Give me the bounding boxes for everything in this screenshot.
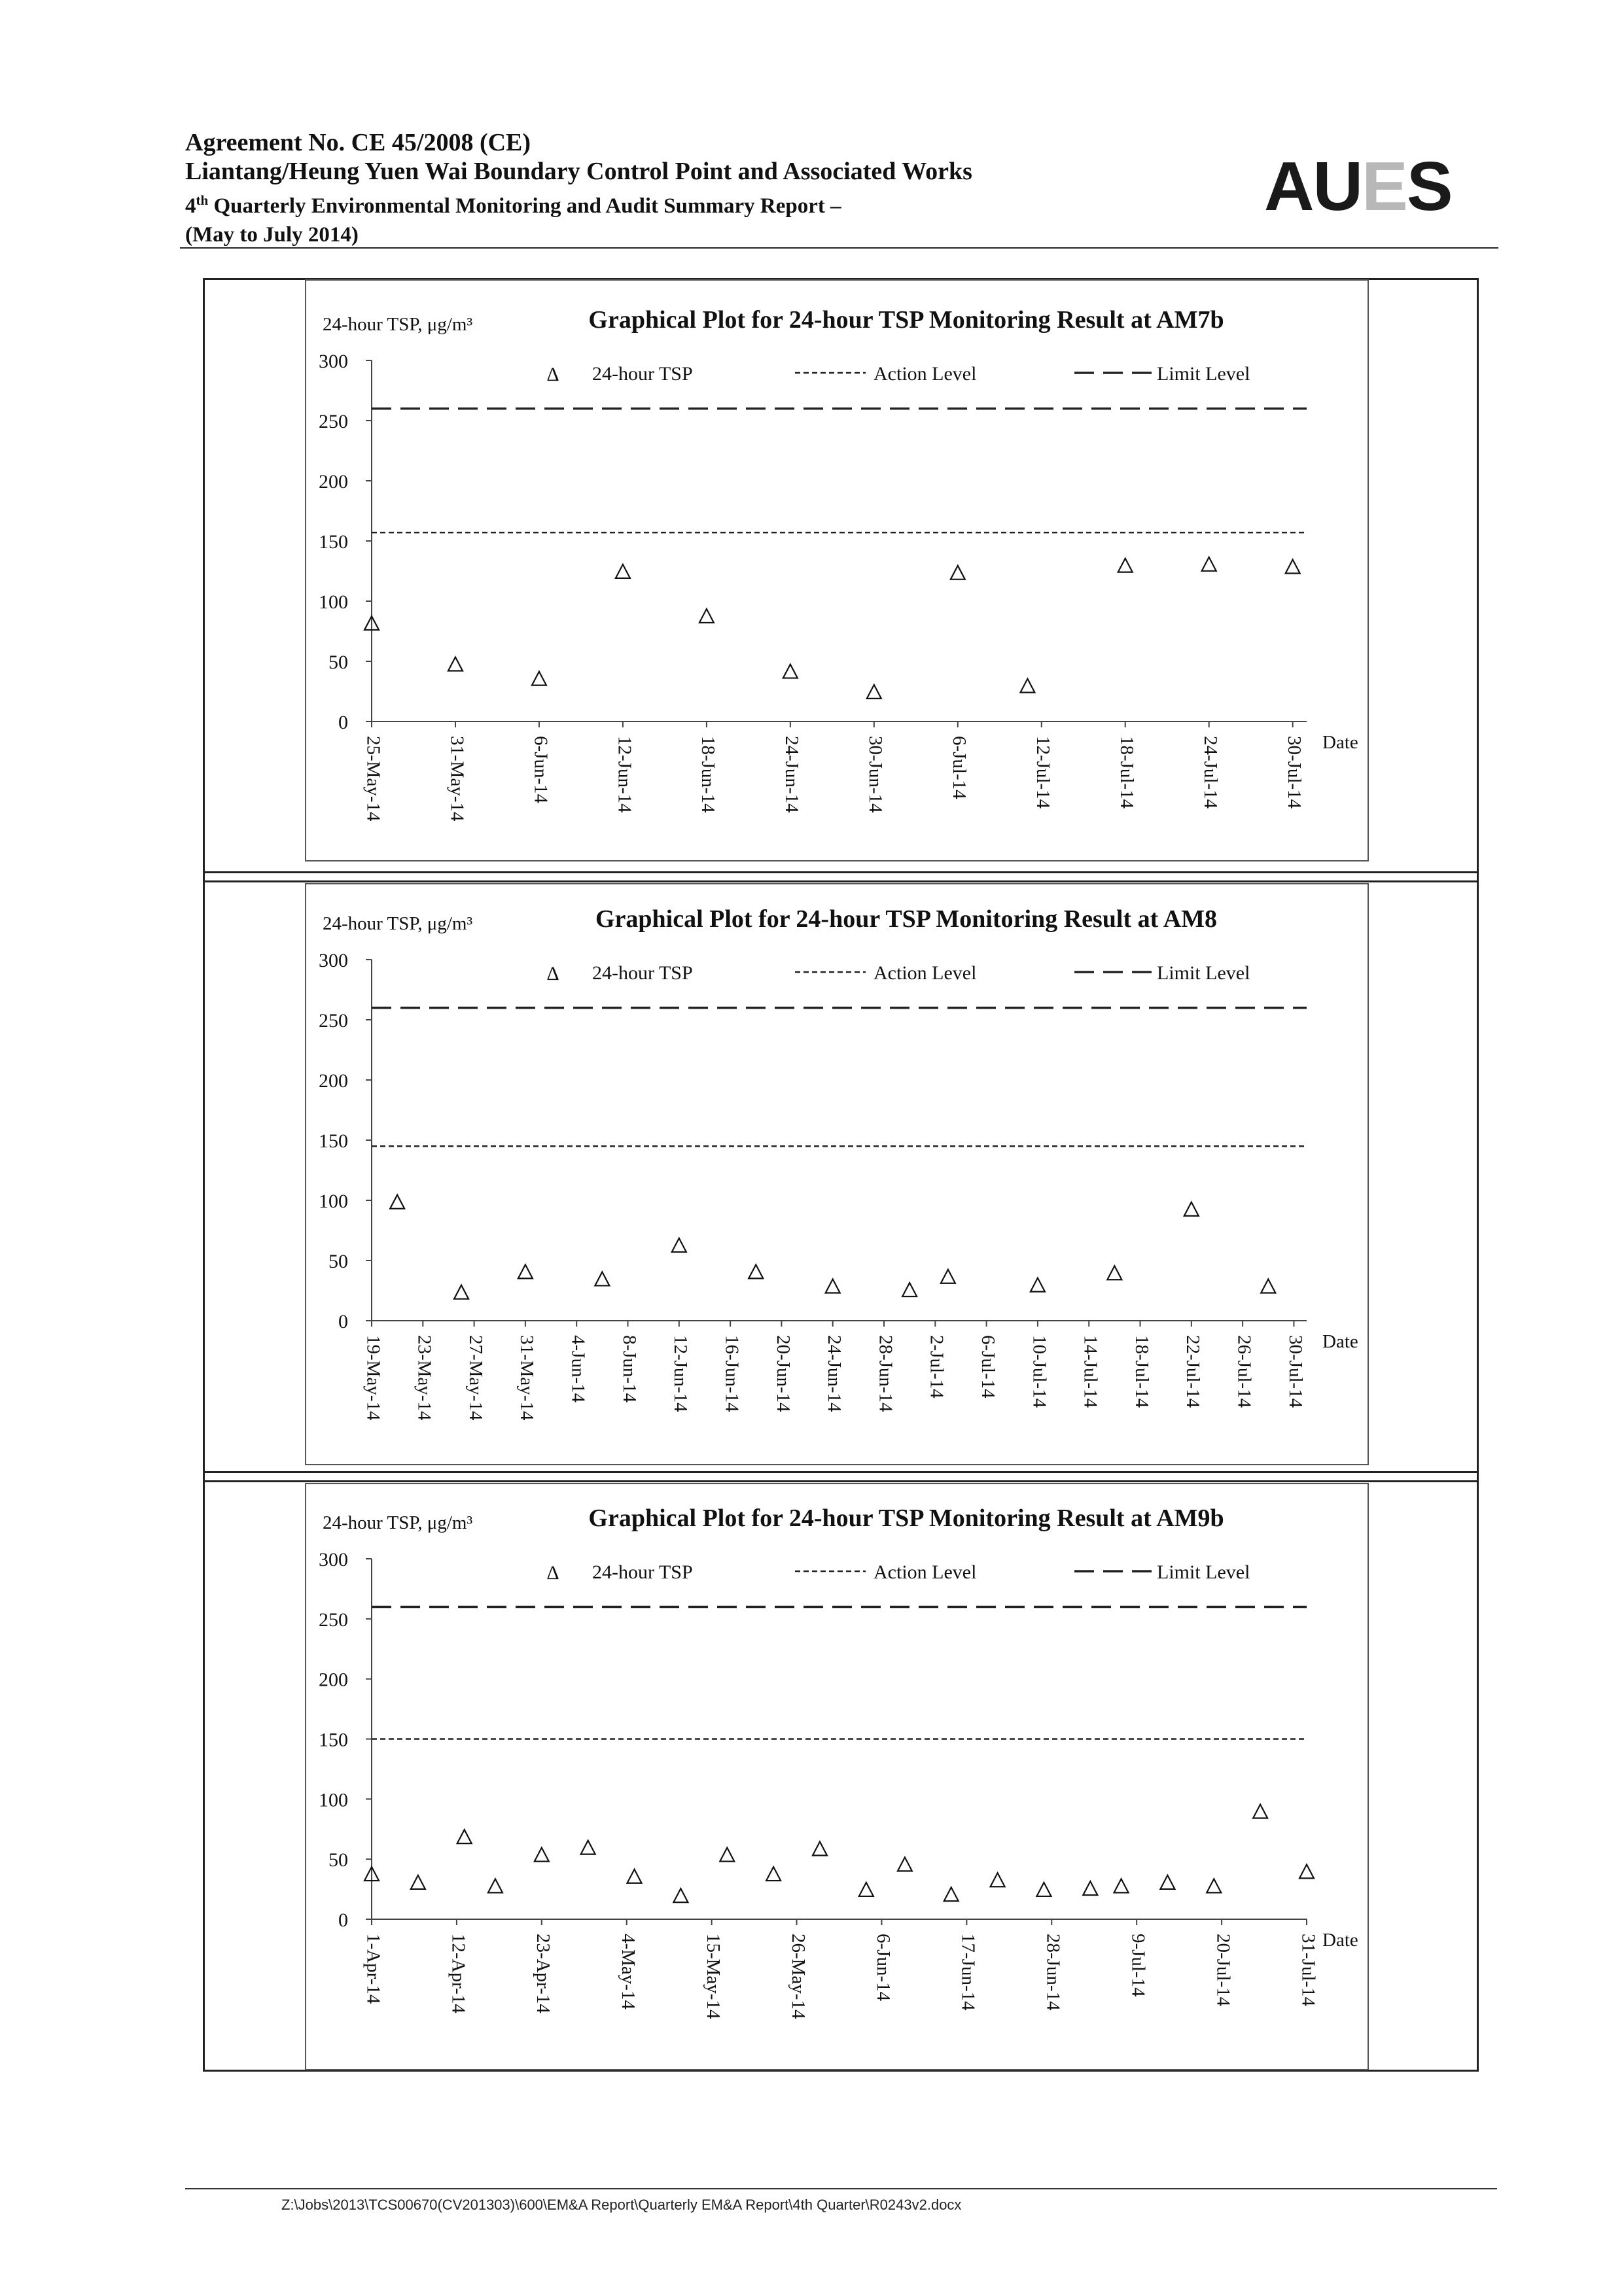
chart3-y-label: 24-hour TSP, μg/m³ <box>323 1512 473 1533</box>
chart2-data-point <box>1107 1266 1121 1279</box>
chart2-x-tick-label: 4-Jun-14 <box>567 1335 589 1403</box>
chart1-y-tick-label: 200 <box>319 471 348 493</box>
chart2-x-tick-label: 16-Jun-14 <box>721 1335 743 1412</box>
chart3-x-tick-label: 20-Jul-14 <box>1212 1934 1234 2007</box>
chart1-data-point <box>951 566 965 580</box>
chart2-y-tick-label: 100 <box>319 1191 348 1212</box>
chart1-x-tick-label: 18-Jul-14 <box>1116 736 1138 809</box>
chart2-legend-action: Action Level <box>874 962 977 984</box>
chart1-legend-tsp: 24-hour TSP <box>592 363 693 385</box>
chart1-y-tick-label: 50 <box>328 652 348 673</box>
chart1-data-point <box>532 672 546 686</box>
chart2-x-tick-label: 10-Jul-14 <box>1029 1335 1050 1408</box>
chart2-y-label: 24-hour TSP, μg/m³ <box>323 913 473 934</box>
chart3-data-point <box>1299 1864 1314 1878</box>
chart3-legend-marker: Δ <box>546 1562 559 1584</box>
chart1-x-tick-label: 25-May-14 <box>362 736 384 822</box>
chart2-data-point <box>518 1264 533 1278</box>
chart3-data-point <box>813 1841 827 1855</box>
chart3-x-label: Date <box>1322 1930 1358 1951</box>
footer-file-path: Z:\Jobs\2013\TCS00670(CV201303)\600\EM&A Report\Quarterly EM&A Report\4th Quarter\R0243v2.docx <box>281 2197 962 2213</box>
chart2-x-tick-label: 31-May-14 <box>516 1335 538 1421</box>
chart2-data-point <box>902 1283 917 1296</box>
chart2-x-tick-label: 22-Jul-14 <box>1182 1335 1204 1408</box>
chart1-y-tick-label: 300 <box>319 351 348 372</box>
chart3-data-point <box>535 1848 549 1862</box>
chart3-data-point <box>488 1879 503 1892</box>
chart1-x-tick-label: 30-Jun-14 <box>865 736 887 813</box>
chart2-legend-tsp: 24-hour TSP <box>592 962 693 984</box>
chart1-legend-marker: Δ <box>546 364 559 385</box>
logo-part-e: E <box>1362 148 1407 225</box>
chart3-x-tick-label: 15-May-14 <box>702 1934 724 2019</box>
chart1-x-tick-label: 31-May-14 <box>446 736 468 822</box>
chart1-data-point <box>699 609 714 623</box>
chart2-x-tick-label: 18-Jul-14 <box>1131 1335 1152 1408</box>
chart3-data-point <box>457 1830 472 1843</box>
chart2-data-point <box>390 1195 404 1209</box>
chart3-data-point <box>898 1857 912 1871</box>
project-title: Liantang/Heung Yuen Wai Boundary Control Point and Associated Works <box>185 158 972 185</box>
chart3-y-tick-label: 50 <box>328 1849 348 1871</box>
chart2-legend-limit: Limit Level <box>1157 962 1250 984</box>
chart2-data-point <box>749 1264 763 1278</box>
chart3-x-tick-label: 26-May-14 <box>787 1934 809 2019</box>
chart1-x-label: Date <box>1322 732 1358 753</box>
logo-part-au: AU <box>1264 148 1362 225</box>
chart2-data-point <box>1184 1202 1199 1216</box>
chart3-data-point <box>1036 1883 1051 1896</box>
chart3-x-tick-label: 6-Jun-14 <box>872 1934 894 2002</box>
chart1-data-point <box>1118 559 1133 572</box>
chart3-data-point <box>1160 1875 1174 1889</box>
chart1-x-tick-label: 30-Jul-14 <box>1284 736 1305 809</box>
chart2-y-tick-label: 0 <box>338 1311 348 1332</box>
chart3-data-point <box>859 1883 874 1896</box>
logo-part-s: S <box>1406 148 1452 225</box>
chart1-x-tick-label: 24-Jul-14 <box>1200 736 1222 809</box>
chart2-x-tick-label: 30-Jul-14 <box>1284 1335 1306 1408</box>
chart3-y-tick-label: 300 <box>319 1549 348 1571</box>
chart3-data-point <box>581 1841 595 1854</box>
chart1-y-tick-label: 150 <box>319 531 348 553</box>
chart3-x-tick-label: 4-May-14 <box>618 1934 639 2009</box>
chart2-legend-marker: Δ <box>546 963 559 984</box>
report-title-rest: Quarterly Environmental Monitoring and Audit Summary Report – <box>208 194 841 218</box>
chart1-x-tick-label: 24-Jun-14 <box>781 736 803 813</box>
chart1-data-point <box>783 665 798 678</box>
chart2-x-tick-label: 19-May-14 <box>362 1335 384 1421</box>
chart3-x-tick-label: 31-Jul-14 <box>1297 1934 1319 2007</box>
chart2-y-tick-label: 200 <box>319 1070 348 1092</box>
chart2-data-point <box>826 1279 840 1293</box>
chart3-data-point <box>1207 1879 1221 1892</box>
footer-rule <box>185 2188 1497 2189</box>
chart1-data-point <box>1202 557 1216 571</box>
chart2-x-tick-label: 6-Jul-14 <box>977 1335 998 1399</box>
chart1-data-point <box>616 565 630 578</box>
agreement-number: Agreement No. CE 45/2008 (CE) <box>185 129 531 156</box>
chart1-data-point <box>867 685 881 699</box>
chart2-x-tick-label: 23-May-14 <box>414 1335 435 1421</box>
chart3-x-tick-label: 28-Jun-14 <box>1042 1934 1064 2011</box>
chart1-data-point <box>1286 559 1300 573</box>
chart1-title: Graphical Plot for 24-hour TSP Monitoring Result at AM7b <box>588 306 1224 334</box>
chart3-x-tick-label: 1-Apr-14 <box>362 1934 384 2004</box>
chart3-x-tick-label: 12-Apr-14 <box>448 1934 469 2013</box>
chart3-y-tick-label: 100 <box>319 1789 348 1811</box>
chart2-y-tick-label: 250 <box>319 1010 348 1032</box>
chart3-y-tick-label: 150 <box>319 1729 348 1751</box>
chart3-y-tick-label: 200 <box>319 1669 348 1691</box>
chart1-y-tick-label: 0 <box>338 712 348 733</box>
chart2-x-tick-label: 27-May-14 <box>465 1335 486 1421</box>
chart2-y-tick-label: 50 <box>328 1251 348 1272</box>
chart1-legend-action: Action Level <box>874 363 977 385</box>
quarter-number: 4 <box>185 194 196 218</box>
chart2-data-point <box>1261 1279 1275 1293</box>
chart2-x-tick-label: 2-Jul-14 <box>926 1335 947 1399</box>
chart2-x-tick-label: 24-Jun-14 <box>824 1335 845 1412</box>
chart2-y-tick-label: 150 <box>319 1130 348 1152</box>
chart3-legend-action: Action Level <box>874 1561 977 1583</box>
chart3-data-point <box>1083 1881 1097 1895</box>
chart1-x-tick-label: 6-Jun-14 <box>530 736 552 804</box>
chart1-data-point <box>448 657 463 671</box>
chart2-x-tick-label: 20-Jun-14 <box>772 1335 794 1412</box>
report-period: (May to July 2014) <box>185 223 359 247</box>
chart2-x-tick-label: 26-Jul-14 <box>1233 1335 1255 1408</box>
chart3-data-point <box>944 1887 959 1901</box>
chart3-y-tick-label: 250 <box>319 1609 348 1631</box>
chart3-data-point <box>673 1888 688 1902</box>
chart3-data-point <box>991 1873 1005 1887</box>
chart1-x-tick-label: 18-Jun-14 <box>697 736 719 813</box>
chart2-data-point <box>1031 1278 1045 1292</box>
chart2-x-label: Date <box>1322 1331 1358 1352</box>
chart1-y-tick-label: 250 <box>319 411 348 432</box>
chart2-data-point <box>672 1238 686 1252</box>
chart3-title: Graphical Plot for 24-hour TSP Monitoring Result at AM9b <box>588 1505 1224 1532</box>
chart3-data-point <box>766 1867 781 1881</box>
chart1-y-label: 24-hour TSP, μg/m³ <box>323 314 473 335</box>
chart1-data-point <box>1020 679 1034 693</box>
chart3-x-tick-label: 9-Jul-14 <box>1127 1934 1149 1997</box>
chart3-x-tick-label: 17-Jun-14 <box>957 1934 979 2011</box>
chart1-legend-limit: Limit Level <box>1157 363 1250 385</box>
chart3-data-point <box>1114 1879 1129 1892</box>
chart2-y-tick-label: 300 <box>319 950 348 971</box>
chart1-y-tick-label: 100 <box>319 591 348 613</box>
chart3-x-tick-label: 23-Apr-14 <box>533 1934 554 2013</box>
chart1-x-tick-label: 12-Jul-14 <box>1033 736 1054 809</box>
chart1-x-tick-label: 6-Jul-14 <box>949 736 970 799</box>
chart3-data-point <box>720 1848 734 1862</box>
chart3-data-point <box>411 1875 425 1889</box>
chart3-data-point <box>1253 1805 1267 1818</box>
chart2-data-point <box>454 1285 468 1299</box>
chart2-title: Graphical Plot for 24-hour TSP Monitoring Result at AM8 <box>595 905 1218 933</box>
chart2-x-tick-label: 14-Jul-14 <box>1080 1335 1101 1408</box>
chart1-x-tick-label: 12-Jun-14 <box>614 736 635 813</box>
chart2-x-tick-label: 8-Jun-14 <box>618 1335 640 1403</box>
chart2-data-point <box>941 1270 955 1283</box>
chart2-x-tick-label: 28-Jun-14 <box>875 1335 896 1412</box>
chart3-legend-tsp: 24-hour TSP <box>592 1561 693 1583</box>
quarter-suffix: th <box>196 192 209 208</box>
chart3-y-tick-label: 0 <box>338 1909 348 1931</box>
chart2-data-point <box>595 1272 609 1285</box>
chart2-x-tick-label: 12-Jun-14 <box>670 1335 692 1412</box>
chart3-data-point <box>627 1870 642 1883</box>
chart3-legend-limit: Limit Level <box>1157 1561 1250 1583</box>
